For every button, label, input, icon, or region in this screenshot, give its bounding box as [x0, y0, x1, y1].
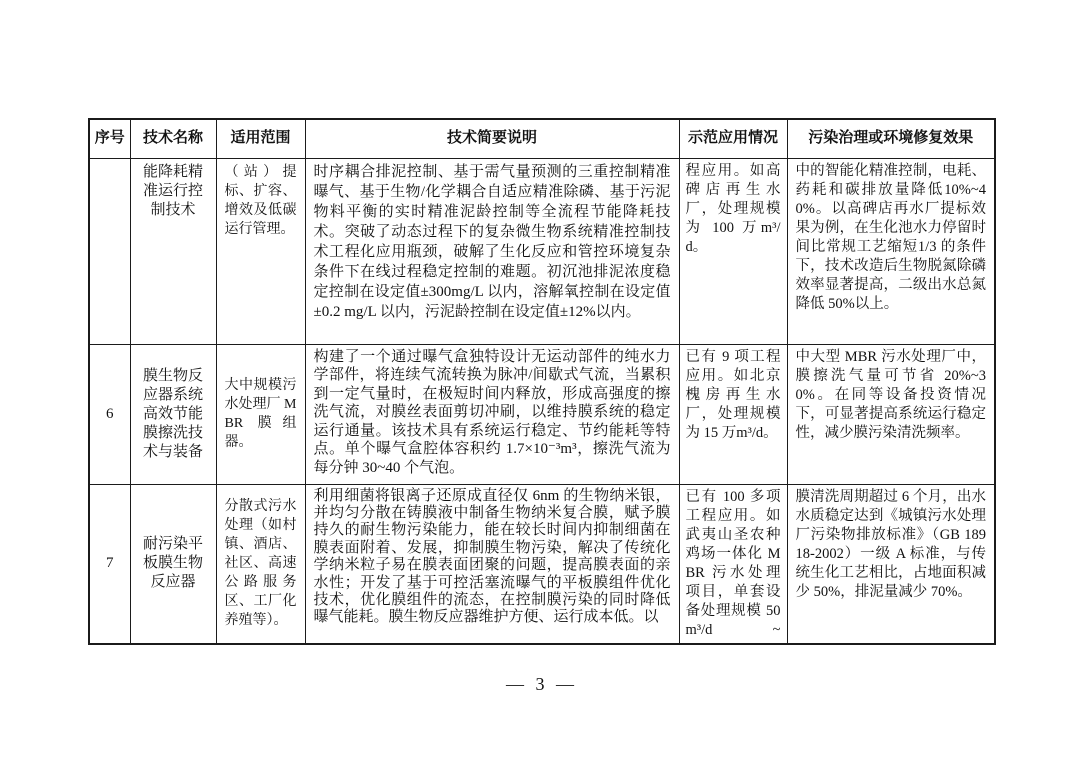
cell-scope: 分散式污水处理（如村镇、酒店、社区、高速公路服务区、工厂化养殖等）。	[216, 484, 305, 644]
cell-scope: 大中规模污水处理厂 MBR 膜组器。	[216, 344, 305, 484]
page-number: — 3 —	[506, 674, 574, 694]
table-row	[89, 484, 995, 644]
cell-description: 利用细菌将银离子还原成直径仅 6nm 的生物纳米银，并均匀分散在铸膜液中制备生物纳米复合膜，赋予膜持久的耐生物污染能力，能在较长时间内抑制细菌在膜表面附着、发展，抑制膜生物污染，解决了传统化学纳米粒子易在膜表面团聚的问题，提高膜表面的亲水性；开发了基于可控活塞流曝气的平板膜组件优化技术，优化膜组件的流态，在控制膜污染的同时降低曝气能耗。膜生物反应器维护方便、运行成本低。以	[305, 484, 679, 644]
cell-technology-name: 膜生物反应器系统高效节能膜擦洗技术与装备	[130, 344, 216, 484]
header-scope: 适用范围	[216, 119, 305, 158]
header-description: 技术简要说明	[305, 119, 679, 158]
document-page	[88, 118, 994, 645]
cell-scope: （站）提标、扩容、增效及低碳运行管理。	[216, 158, 305, 344]
header-serial-number: 序号	[89, 119, 130, 158]
technology-table	[88, 118, 996, 645]
cell-application: 程应用。如高碑店再生水厂，处理规模为 100 万m³/d。	[679, 158, 787, 344]
cell-serial-number: 7	[89, 484, 130, 644]
cell-serial-number: 6	[89, 344, 130, 484]
cell-effect: 中大型 MBR 污水处理厂中，膜擦洗气量可节省 20%~30%。在同等设备投资情况下，可显著提高系统运行稳定性，减少膜污染清洗频率。	[787, 344, 995, 484]
cell-application: 已有 100 多项工程应用。如武夷山圣农种鸡场一体化 MBR 污水处理项目，单套设备处理规模 50m³/d ~	[679, 484, 787, 644]
cell-serial-number	[89, 158, 130, 344]
cell-effect: 中的智能化精准控制，电耗、药耗和碳排放量降低10%~40%。以高碑店再水厂提标效果为例，在生化池水力停留时间比常规工艺缩短1/3 的条件下，技术改造后生物脱氮除磷效率显著提高，二级出水总氮降低 50%以上。	[787, 158, 995, 344]
cell-technology-name: 能降耗精准运行控制技术	[130, 158, 216, 344]
header-effect: 污染治理或环境修复效果	[787, 119, 995, 158]
table-row	[89, 158, 995, 344]
table-row	[89, 344, 995, 484]
header-application: 示范应用情况	[679, 119, 787, 158]
header-technology-name: 技术名称	[130, 119, 216, 158]
cell-technology-name: 耐污染平板膜生物反应器	[130, 484, 216, 644]
cell-application: 已有 9 项工程应用。如北京槐房再生水厂，处理规模为 15 万m³/d。	[679, 344, 787, 484]
table-header-row	[89, 119, 995, 158]
cell-effect: 膜清洗周期超过 6 个月，出水水质稳定达到《城镇污水处理厂污染物排放标准》（GB 18918-2002）一级 A 标准，与传统生化工艺相比，占地面积减少 50%，排泥量减少 70%。	[787, 484, 995, 644]
cell-description: 时序耦合排泥控制、基于需气量预测的三重控制精准曝气、基于生物/化学耦合自适应精准除磷、基于污泥物料平衡的实时精准泥龄控制等全流程节能降耗技术。突破了动态过程下的复杂微生物系统精准控制技术工程化应用瓶颈，破解了生化反应和管控环境复杂条件下在线过程稳定控制的难题。初沉池排泥浓度稳定控制在设定值±300mg/L 以内，溶解氧控制在设定值±0.2 mg/L 以内，污泥龄控制在设定值±12%以内。	[305, 158, 679, 344]
cell-description: 构建了一个通过曝气盒独特设计无运动部件的纯水力学部件，将连续气流转换为脉冲/间歇式气流，当累积到一定气量时，在极短时间内释放，形成高强度的擦洗气流，对膜丝表面剪切冲刷，以维持膜系统的稳定运行通量。该技术具有系统运行稳定、节约能耗等特点。单个曝气盒腔体容积约 1.7×10⁻³m³，擦洗气流为每分钟 30~40 个气泡。	[305, 344, 679, 484]
